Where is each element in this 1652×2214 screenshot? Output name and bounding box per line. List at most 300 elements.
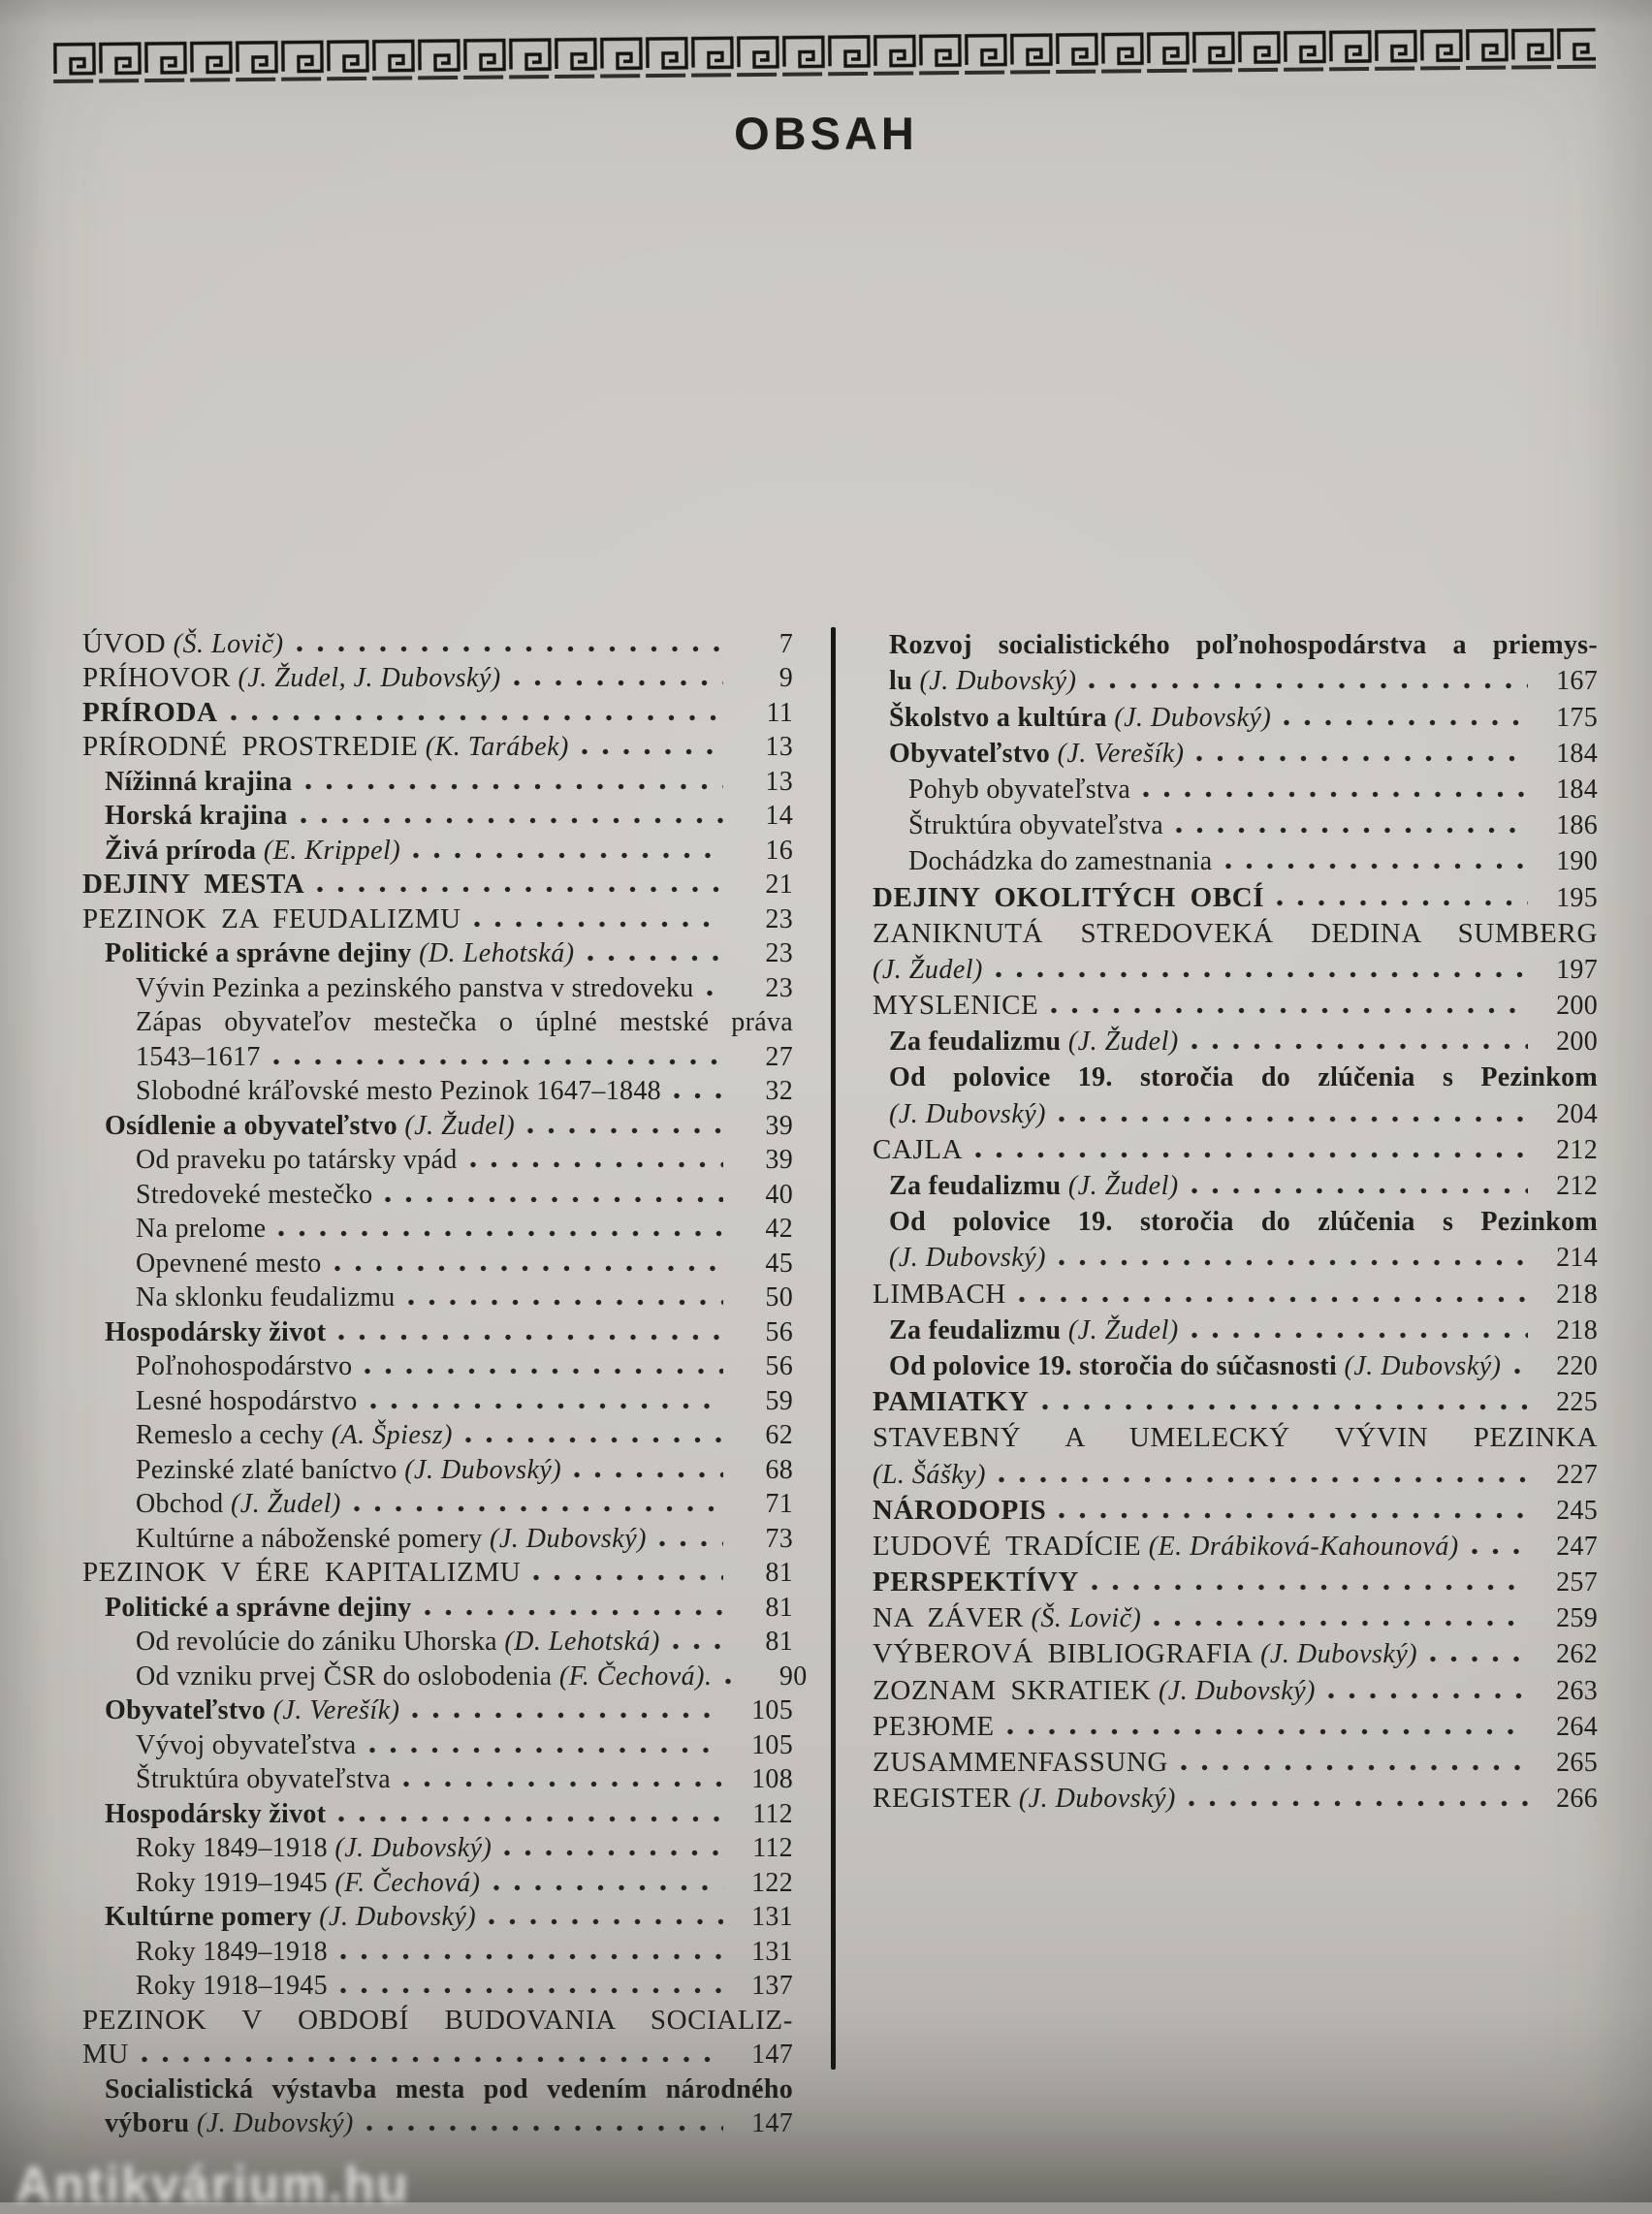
page-number: 56 bbox=[765, 1316, 793, 1347]
toc-entry-label: Hospodársky život bbox=[105, 1316, 327, 1347]
toc-entry-author: (E. Drábiková-Kahounová) bbox=[1141, 1531, 1459, 1562]
toc-entry-author: (J. Dubovský) bbox=[1151, 1675, 1316, 1706]
dot-leader bbox=[339, 1986, 723, 1995]
toc-row bbox=[873, 877, 1598, 913]
toc-entry-label: Roky 1849–1918 bbox=[136, 1936, 328, 1967]
dot-leader bbox=[1191, 1042, 1528, 1051]
page-number: 50 bbox=[765, 1282, 793, 1313]
toc-row bbox=[82, 1968, 793, 2003]
toc-entry-label: Politické a správne dejiny (D. Lehotská) bbox=[105, 938, 575, 968]
page-number: 186 bbox=[1556, 810, 1598, 841]
dot-leader bbox=[492, 1883, 724, 1892]
page-number: 68 bbox=[765, 1454, 793, 1485]
toc-entry-author: (K. Tarábek) bbox=[418, 732, 569, 762]
page-number: 257 bbox=[1556, 1567, 1598, 1598]
toc-entry-author: (F. Čechová) bbox=[327, 1867, 481, 1898]
toc-row bbox=[873, 770, 1598, 806]
toc-row bbox=[82, 1726, 793, 1761]
toc-row bbox=[82, 2037, 793, 2072]
dot-leader bbox=[1088, 681, 1528, 690]
page-number: 23 bbox=[765, 972, 793, 1003]
toc-entry-author: (J. Dubovský) bbox=[482, 1523, 647, 1554]
dot-leader bbox=[658, 1539, 723, 1548]
toc-row bbox=[82, 729, 793, 764]
dot-leader bbox=[1175, 826, 1528, 835]
dot-leader bbox=[296, 645, 723, 653]
toc-entry-label: Lesné hospodárstvo bbox=[136, 1385, 358, 1416]
page-number: 175 bbox=[1556, 702, 1598, 733]
toc-row bbox=[873, 1563, 1598, 1598]
toc-entry-label: Obchod (J. Žudel) bbox=[136, 1489, 341, 1519]
toc-row bbox=[873, 1779, 1598, 1815]
page-number: 227 bbox=[1556, 1459, 1598, 1490]
toc-row bbox=[82, 1382, 793, 1417]
toc-entry-author: (A. Špiesz) bbox=[324, 1420, 453, 1450]
dot-leader bbox=[230, 713, 723, 722]
toc-entry-label: MU bbox=[82, 2039, 129, 2070]
toc-entry-label: STAVEBNÝ A UMELECKÝ VÝVIN PEZINKA bbox=[873, 1422, 1598, 1454]
toc-entry-label: Roky 1849–1918 (J. Dubovský) bbox=[136, 1833, 492, 1863]
page-number: 11 bbox=[766, 697, 793, 728]
dot-leader bbox=[581, 747, 723, 756]
toc-row bbox=[873, 841, 1598, 877]
dot-leader bbox=[1513, 1367, 1528, 1376]
page-number: 147 bbox=[751, 2040, 793, 2070]
dot-leader bbox=[339, 1952, 723, 1961]
dot-leader bbox=[272, 1058, 723, 1066]
dot-leader bbox=[995, 970, 1528, 979]
toc-entry-label bbox=[889, 1098, 1046, 1130]
toc-entry-label: Od vzniku prvej ČSR do oslobodenia (F. Čechová). bbox=[136, 1660, 713, 1692]
toc-row bbox=[873, 950, 1598, 986]
dot-leader bbox=[673, 1091, 723, 1100]
page-number: 108 bbox=[751, 1764, 793, 1794]
toc-entry-label: PRÍRODA bbox=[82, 696, 218, 728]
page-number: 147 bbox=[751, 2108, 793, 2138]
toc-entry-label: Od polovice 19. storočia do zlúčenia s Pezinkom bbox=[889, 1207, 1598, 1238]
toc-entry-label: Obyvateľstvo (J. Verešík) bbox=[889, 738, 1185, 769]
toc-entry-author: (D. Lehotská) bbox=[411, 938, 575, 968]
watermark: Antikvárium.hu bbox=[16, 2157, 410, 2213]
page-number: 195 bbox=[1556, 882, 1598, 913]
toc-entry-author: (Š. Lovič) bbox=[1024, 1603, 1142, 1634]
toc-entry-author: (J. Žudel) bbox=[223, 1489, 341, 1519]
dot-leader bbox=[473, 920, 723, 929]
page-number: 264 bbox=[1556, 1711, 1598, 1742]
toc-entry-label: NÁRODOPIS bbox=[873, 1494, 1047, 1526]
toc-row bbox=[82, 1486, 793, 1521]
toc-entry-label: Horská krajina bbox=[105, 801, 288, 831]
toc-entry-author: (J. Dubovský) bbox=[1011, 1784, 1176, 1815]
toc-row bbox=[873, 1346, 1598, 1382]
dot-leader bbox=[337, 1815, 723, 1823]
toc-row bbox=[873, 734, 1598, 770]
toc-entry-label: NA ZÁVER (Š. Lovič) bbox=[873, 1602, 1142, 1634]
toc-row bbox=[82, 1451, 793, 1486]
dot-leader bbox=[412, 851, 723, 860]
toc-entry-label: Od revolúcie do zániku Uhorska (D. Lehotská) bbox=[136, 1627, 660, 1657]
dot-leader bbox=[1180, 1763, 1528, 1772]
toc-entry-label: lu (J. Dubovský) bbox=[889, 666, 1077, 697]
page-number: 59 bbox=[765, 1385, 793, 1416]
toc-entry-label: Remeslo a cechy (A. Špiesz) bbox=[136, 1420, 453, 1450]
toc-row bbox=[82, 1624, 793, 1659]
toc-row bbox=[82, 1899, 793, 1934]
toc-entry-label: Vývoj obyvateľstva bbox=[136, 1729, 357, 1760]
dot-leader bbox=[1283, 718, 1528, 727]
dot-leader bbox=[353, 1504, 723, 1513]
toc-row bbox=[82, 660, 793, 695]
page-number: 39 bbox=[765, 1145, 793, 1175]
toc-entry-author: (L. Šášky) bbox=[873, 1459, 986, 1490]
toc-row bbox=[82, 1211, 793, 1246]
page-number: 112 bbox=[752, 1833, 793, 1863]
page-number: 184 bbox=[1556, 774, 1598, 805]
toc-entry-label: Za feudalizmu (J. Žudel) bbox=[889, 1171, 1179, 1201]
toc-row bbox=[873, 1491, 1598, 1527]
toc-entry-author: (J. Verešík) bbox=[1050, 738, 1185, 769]
dot-leader bbox=[1276, 899, 1528, 907]
toc-entry-label: Pezinské zlaté baníctvo (J. Dubovský) bbox=[136, 1454, 562, 1485]
toc-row bbox=[873, 1634, 1598, 1670]
toc-entry-author: (J. Dubovský) bbox=[1106, 702, 1272, 733]
toc-entry-author: (J. Žudel, J. Dubovský) bbox=[231, 663, 501, 693]
page-number: 214 bbox=[1556, 1243, 1598, 1274]
toc-row bbox=[82, 763, 793, 798]
toc-entry-label: PEZINOK V ÉRE KAPITALIZMU bbox=[82, 1557, 522, 1588]
dot-leader bbox=[384, 1195, 723, 1204]
toc-entry-label: PRÍRODNÉ PROSTREDIE (K. Tarábek) bbox=[82, 731, 569, 762]
toc-entry-label: Poľnohospodárstvo bbox=[136, 1351, 353, 1381]
column-divider bbox=[831, 627, 836, 2070]
page-number: 225 bbox=[1556, 1387, 1598, 1418]
page-number: 200 bbox=[1556, 1027, 1598, 1058]
page-number: 90 bbox=[778, 1660, 808, 1692]
toc-row bbox=[82, 1589, 793, 1624]
dot-leader bbox=[1018, 1295, 1528, 1304]
page-number: 40 bbox=[765, 1179, 793, 1210]
page-number: 23 bbox=[765, 938, 793, 968]
toc-row bbox=[873, 1382, 1598, 1418]
page-number: 45 bbox=[765, 1248, 793, 1279]
page-number: 220 bbox=[1556, 1350, 1598, 1381]
page-number: 7 bbox=[778, 628, 793, 659]
toc-row bbox=[873, 1598, 1598, 1634]
page-number: 197 bbox=[1556, 954, 1598, 985]
dot-leader bbox=[464, 1436, 723, 1444]
toc-row bbox=[82, 1692, 793, 1727]
toc-entry-label: Stredoveké mestečko bbox=[136, 1179, 373, 1210]
page-number: 32 bbox=[765, 1076, 793, 1106]
dot-leader bbox=[1327, 1692, 1528, 1700]
page-number: 265 bbox=[1556, 1748, 1598, 1778]
toc-row bbox=[82, 1038, 793, 1073]
toc-entry-label: MYSLENICE bbox=[873, 990, 1039, 1022]
dot-leader bbox=[1041, 1403, 1528, 1411]
toc-entry-label: РЕЗЮМЕ bbox=[873, 1710, 995, 1742]
dot-leader bbox=[337, 1333, 723, 1342]
dot-leader bbox=[672, 1642, 723, 1651]
toc-row bbox=[873, 1527, 1598, 1563]
page-number: 167 bbox=[1556, 666, 1598, 697]
toc-row bbox=[873, 806, 1598, 841]
page-number: 212 bbox=[1556, 1134, 1598, 1165]
dot-leader bbox=[1191, 1186, 1528, 1195]
toc-entry-label: Nížinná krajina bbox=[105, 766, 293, 797]
page-number: 16 bbox=[765, 835, 793, 866]
toc-row bbox=[82, 1176, 793, 1211]
dot-leader bbox=[277, 1229, 723, 1238]
toc-entry-author: (F. Čechová). bbox=[552, 1660, 713, 1692]
toc-row bbox=[82, 1555, 793, 1590]
toc-entry-label: Socialistická výstavba mesta pod vedením národného bbox=[105, 2073, 793, 2104]
dot-leader bbox=[532, 1573, 723, 1582]
page-number: 266 bbox=[1556, 1784, 1598, 1815]
toc-row bbox=[873, 1238, 1598, 1274]
dot-leader bbox=[334, 1264, 723, 1273]
page-number: 81 bbox=[765, 1627, 793, 1657]
toc-entry-author: (J. Dubovský) bbox=[311, 1902, 477, 1932]
page-number: 218 bbox=[1556, 1314, 1598, 1345]
dot-leader bbox=[1091, 1583, 1528, 1592]
toc-entry-author: (J. Dubovský) bbox=[889, 1098, 1046, 1129]
toc-row bbox=[82, 1107, 793, 1142]
toc-row bbox=[82, 1520, 793, 1555]
page-number: 259 bbox=[1556, 1603, 1598, 1634]
toc-row bbox=[873, 1743, 1598, 1779]
toc-entry-label: Opevnené mesto bbox=[136, 1248, 322, 1279]
toc-entry-label: ÚVOD (Š. Lovič) bbox=[82, 627, 284, 659]
toc-entry-author: (J. Dubovský) bbox=[1253, 1639, 1418, 1670]
toc-entry-label: ĽUDOVÉ TRADÍCIE (E. Drábiková-Kahounová) bbox=[873, 1530, 1459, 1562]
toc-row bbox=[82, 1073, 793, 1108]
page-number: 184 bbox=[1556, 738, 1598, 769]
toc-entry-label: Zápas obyvateľov mestečka o úplné mestské práva bbox=[136, 1007, 793, 1037]
toc-row bbox=[82, 1830, 793, 1865]
toc-entry-author: (J. Dubovský) bbox=[327, 1833, 492, 1863]
dot-leader bbox=[573, 1471, 723, 1479]
dot-leader bbox=[369, 1402, 723, 1410]
toc-entry-author: (J. Dubovský) bbox=[911, 666, 1077, 697]
toc-row bbox=[82, 1004, 793, 1039]
toc-entry-label: DEJINY MESTA bbox=[82, 869, 305, 900]
toc-entry-label: 1543–1617 bbox=[136, 1041, 261, 1072]
toc-entry-label: ZOZNAM SKRATIEK (J. Dubovský) bbox=[873, 1674, 1316, 1706]
toc-entry-label: DEJINY OKOLITÝCH OBCÍ bbox=[873, 881, 1265, 913]
page-number: 131 bbox=[751, 1936, 793, 1967]
toc-entry-label: Politické a správne dejiny bbox=[105, 1592, 412, 1623]
page-number: 81 bbox=[765, 1558, 793, 1588]
dot-leader bbox=[706, 989, 723, 997]
toc-row bbox=[82, 1658, 808, 1692]
toc-entry-label: PEZINOK ZA FEUDALIZMU bbox=[82, 902, 461, 934]
page-number: 263 bbox=[1556, 1675, 1598, 1706]
toc-row bbox=[82, 935, 793, 970]
page-number: 262 bbox=[1556, 1639, 1598, 1670]
dot-leader bbox=[364, 1367, 723, 1376]
page-number: 200 bbox=[1556, 991, 1598, 1022]
toc-row bbox=[873, 914, 1598, 950]
page-number: 62 bbox=[765, 1420, 793, 1450]
dot-leader bbox=[1429, 1655, 1528, 1663]
dot-leader bbox=[365, 2124, 723, 2133]
toc-entry-author: (J. Dubovský) bbox=[889, 1243, 1046, 1274]
toc-entry-label: Štruktúra obyvateľstva bbox=[908, 810, 1163, 841]
page-number: 204 bbox=[1556, 1098, 1598, 1129]
dot-leader bbox=[141, 2055, 723, 2064]
toc-row bbox=[873, 1418, 1598, 1454]
toc-row bbox=[873, 1093, 1598, 1129]
toc-entry-author: (J. Žudel) bbox=[1061, 1171, 1179, 1201]
toc-row bbox=[873, 986, 1598, 1022]
toc-entry-label: PEZINOK V OBDOBÍ BUDOVANIA SOCIALIZ- bbox=[82, 2004, 793, 2036]
toc-row bbox=[873, 1022, 1598, 1058]
dot-leader bbox=[503, 1849, 723, 1857]
dot-leader bbox=[1142, 790, 1528, 799]
page-number: 73 bbox=[765, 1523, 793, 1554]
toc-entry-label: Rozvoj socialistického poľnohospodárstva a priemys- bbox=[889, 630, 1598, 661]
toc-entry-label: Živá príroda (E. Krippel) bbox=[105, 835, 401, 866]
toc-row bbox=[82, 625, 793, 660]
toc-row bbox=[873, 1311, 1598, 1346]
toc-row bbox=[873, 661, 1598, 697]
dot-leader bbox=[1471, 1547, 1528, 1556]
toc-entry-label: Hospodársky život bbox=[105, 1798, 327, 1829]
toc-entry-label: Slobodné kráľovské mesto Pezinok 1647–1848 bbox=[136, 1076, 661, 1106]
toc-entry-author: (J. Dubovský) bbox=[397, 1454, 562, 1485]
toc-row bbox=[873, 625, 1598, 661]
page-number: 71 bbox=[765, 1489, 793, 1519]
page-number: 112 bbox=[752, 1798, 793, 1829]
toc-row bbox=[873, 1707, 1598, 1743]
toc-row bbox=[82, 901, 793, 935]
toc-row bbox=[82, 798, 793, 833]
toc-row bbox=[82, 1313, 793, 1348]
page-number: 218 bbox=[1556, 1279, 1598, 1310]
toc-row bbox=[82, 1348, 793, 1383]
dot-leader bbox=[1058, 1115, 1528, 1123]
toc-row bbox=[82, 1417, 793, 1452]
dot-leader bbox=[587, 954, 723, 963]
toc-row bbox=[82, 1795, 793, 1830]
page-number: 245 bbox=[1556, 1495, 1598, 1526]
toc-entry-label: Vývin Pezinka a pezinského panstva v stredoveku bbox=[136, 972, 694, 1003]
toc-row bbox=[82, 1280, 793, 1314]
toc-row bbox=[873, 1670, 1598, 1706]
toc-entry-label: PAMIATKY bbox=[873, 1386, 1030, 1418]
page-number: 39 bbox=[765, 1110, 793, 1141]
dot-leader bbox=[407, 1298, 723, 1307]
page-number: 247 bbox=[1556, 1531, 1598, 1562]
toc-entry-label: Od praveku po tatársky vpád bbox=[136, 1145, 458, 1175]
dot-leader bbox=[1188, 1799, 1528, 1808]
dot-leader bbox=[1058, 1258, 1528, 1267]
dot-leader bbox=[1224, 862, 1528, 870]
toc-row bbox=[82, 1245, 793, 1280]
toc-entry-label: Od polovice 19. storočia do súčasnosti (J. Dubovský) bbox=[889, 1350, 1502, 1381]
page-number: 105 bbox=[751, 1729, 793, 1760]
toc-entry-label bbox=[873, 1459, 986, 1491]
toc-row bbox=[82, 2002, 793, 2037]
toc-entry-label: výboru (J. Dubovský) bbox=[105, 2108, 354, 2138]
page-number: 21 bbox=[765, 870, 793, 900]
page-number: 13 bbox=[765, 732, 793, 762]
toc-entry-author: (J. Dubovský) bbox=[189, 2108, 354, 2138]
dot-leader bbox=[304, 782, 723, 791]
dot-leader bbox=[1058, 1511, 1528, 1520]
page-number: 122 bbox=[751, 1867, 793, 1898]
dot-leader bbox=[1153, 1619, 1528, 1628]
dot-leader bbox=[488, 1917, 723, 1926]
page-number: 9 bbox=[778, 663, 793, 693]
toc-entry-label: Roky 1918–1945 bbox=[136, 1971, 328, 2001]
page-number: 13 bbox=[765, 766, 793, 797]
toc-entry-author: (J. Žudel) bbox=[1061, 1027, 1179, 1058]
toc-entry-label: Za feudalizmu (J. Žudel) bbox=[889, 1027, 1179, 1058]
toc-entry-label: Za feudalizmu (J. Žudel) bbox=[889, 1314, 1179, 1345]
toc-row bbox=[82, 1761, 793, 1796]
toc-entry-author: (J. Verešík) bbox=[266, 1695, 400, 1725]
toc-entry-label: PRÍHOVOR (J. Žudel, J. Dubovský) bbox=[82, 662, 501, 693]
toc-row bbox=[82, 867, 793, 901]
toc-entry-label: VÝBEROVÁ BIBLIOGRAFIA (J. Dubovský) bbox=[873, 1638, 1418, 1670]
page-number: 131 bbox=[751, 1902, 793, 1932]
toc-row bbox=[82, 832, 793, 867]
toc-entry-author: (J. Dubovský) bbox=[1337, 1350, 1502, 1381]
toc-row bbox=[873, 1130, 1598, 1166]
toc-entry-label: Pohyb obyvateľstva bbox=[908, 774, 1131, 805]
toc-row bbox=[873, 1454, 1598, 1490]
page-number: 190 bbox=[1556, 846, 1598, 877]
dot-leader bbox=[1195, 754, 1528, 763]
toc-entry-label: Na prelome bbox=[136, 1214, 267, 1244]
dot-leader bbox=[998, 1475, 1528, 1484]
toc-entry-label: Na sklonku feudalizmu bbox=[136, 1282, 396, 1313]
page-number: 27 bbox=[765, 1041, 793, 1072]
toc-row bbox=[82, 2105, 793, 2140]
toc-entry-label: Štruktúra obyvateľstva bbox=[136, 1764, 391, 1794]
toc-entry-label: CAJLA bbox=[873, 1133, 964, 1165]
page-number: 137 bbox=[751, 1971, 793, 2001]
toc-row bbox=[873, 1058, 1598, 1093]
toc-row bbox=[82, 2071, 793, 2105]
dot-leader bbox=[316, 885, 723, 894]
page-title: OBSAH bbox=[734, 108, 918, 159]
toc-column-right bbox=[873, 625, 1598, 1815]
dot-leader bbox=[1191, 1331, 1528, 1340]
toc-row bbox=[82, 694, 793, 729]
dot-leader bbox=[1006, 1727, 1528, 1736]
toc-row bbox=[873, 1274, 1598, 1310]
page-number: 56 bbox=[765, 1351, 793, 1381]
dot-leader bbox=[724, 1677, 738, 1686]
page-number: 105 bbox=[751, 1695, 793, 1725]
toc-entry-label: Osídlenie a obyvateľstvo (J. Žudel) bbox=[105, 1110, 516, 1141]
toc-entry-label: Školstvo a kultúra (J. Dubovský) bbox=[889, 702, 1272, 733]
dot-leader bbox=[513, 679, 723, 687]
toc-row bbox=[82, 1864, 793, 1899]
toc-row bbox=[873, 1202, 1598, 1238]
dot-leader bbox=[368, 1746, 723, 1755]
toc-entry-author: (J. Žudel) bbox=[397, 1110, 516, 1141]
dot-leader bbox=[974, 1151, 1528, 1159]
dot-leader bbox=[526, 1126, 723, 1135]
toc-entry-author: (E. Krippel) bbox=[256, 835, 401, 866]
toc-column-left bbox=[82, 625, 808, 2139]
page-number: 42 bbox=[765, 1214, 793, 1244]
toc-entry-label: ZUSAMMENFASSUNG bbox=[873, 1747, 1168, 1778]
page-number: 81 bbox=[765, 1592, 793, 1623]
